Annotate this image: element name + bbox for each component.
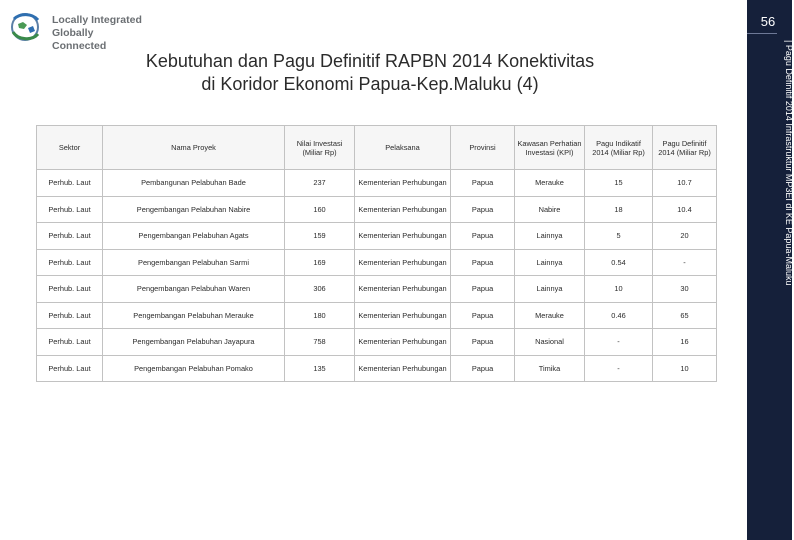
header-pagu-definitif: Pagu Definitif 2014 (Miliar Rp) [653, 126, 717, 170]
cell-nilai-investasi: 180 [285, 302, 355, 329]
cell-kpi: Lainnya [515, 276, 585, 303]
cell-sektor: Perhub. Laut [37, 329, 103, 356]
cell-nilai-investasi: 306 [285, 276, 355, 303]
cell-pelaksana: Kementerian Perhubungan [355, 196, 451, 223]
cell-pagu-indikatif: 5 [585, 223, 653, 250]
cell-provinsi: Papua [451, 276, 515, 303]
header-sektor: Sektor [37, 126, 103, 170]
table-row [37, 249, 717, 276]
logo-line-1: Locally Integrated [52, 14, 142, 26]
cell-pagu-definitif: 10 [653, 355, 717, 382]
cell-kpi: Timika [515, 355, 585, 382]
cell-provinsi: Papua [451, 170, 515, 197]
cell-pagu-definitif: 30 [653, 276, 717, 303]
cell-sektor: Perhub. Laut [37, 196, 103, 223]
logo-text [52, 14, 148, 53]
cell-kpi: Nabire [515, 196, 585, 223]
cell-nilai-investasi: 135 [285, 355, 355, 382]
cell-nama-proyek: Pengembangan Pelabuhan Nabire [103, 196, 285, 223]
cell-sektor: Perhub. Laut [37, 276, 103, 303]
globe-logo-icon [8, 10, 44, 44]
cell-nama-proyek: Pembangunan Pelabuhan Bade [103, 170, 285, 197]
cell-nama-proyek: Pengembangan Pelabuhan Waren [103, 276, 285, 303]
logo [8, 10, 148, 52]
cell-nama-proyek: Pengembangan Pelabuhan Sarmi [103, 249, 285, 276]
table-header-row [37, 126, 717, 170]
cell-kpi: Lainnya [515, 249, 585, 276]
cell-pagu-definitif: 16 [653, 329, 717, 356]
cell-pelaksana: Kementerian Perhubungan [355, 302, 451, 329]
cell-nilai-investasi: 758 [285, 329, 355, 356]
cell-pagu-indikatif: - [585, 329, 653, 356]
header-kpi: Kawasan Perhatian Investasi (KPI) [515, 126, 585, 170]
cell-nama-proyek: Pengembangan Pelabuhan Merauke [103, 302, 285, 329]
cell-kpi: Merauke [515, 170, 585, 197]
table-row [37, 355, 717, 382]
sidebar [747, 0, 792, 540]
header-nilai-investasi: Nilai Investasi (Miliar Rp) [285, 126, 355, 170]
cell-kpi: Nasional [515, 329, 585, 356]
logo-line-2: Globally Connected [52, 27, 107, 52]
cell-pelaksana: Kementerian Perhubungan [355, 276, 451, 303]
cell-pelaksana: Kementerian Perhubungan [355, 249, 451, 276]
cell-nama-proyek: Pengembangan Pelabuhan Jayapura [103, 329, 285, 356]
header-pagu-indikatif: Pagu Indikatif 2014 (Miliar Rp) [585, 126, 653, 170]
table-row [37, 170, 717, 197]
cell-pelaksana: Kementerian Perhubungan [355, 329, 451, 356]
cell-pagu-definitif: - [653, 249, 717, 276]
table-row [37, 223, 717, 250]
table-row [37, 276, 717, 303]
cell-nilai-investasi: 169 [285, 249, 355, 276]
cell-pagu-definitif: 10.4 [653, 196, 717, 223]
cell-sektor: Perhub. Laut [37, 355, 103, 382]
cell-nama-proyek: Pengembangan Pelabuhan Pomako [103, 355, 285, 382]
cell-nilai-investasi: 237 [285, 170, 355, 197]
cell-pagu-indikatif: - [585, 355, 653, 382]
cell-pagu-indikatif: 18 [585, 196, 653, 223]
cell-provinsi: Papua [451, 223, 515, 250]
header-provinsi: Provinsi [451, 126, 515, 170]
cell-provinsi: Papua [451, 249, 515, 276]
page-number: 56 [760, 14, 776, 29]
table-row [37, 302, 717, 329]
cell-sektor: Perhub. Laut [37, 302, 103, 329]
cell-sektor: Perhub. Laut [37, 249, 103, 276]
header-pelaksana: Pelaksana [355, 126, 451, 170]
cell-provinsi: Papua [451, 196, 515, 223]
cell-pagu-definitif: 20 [653, 223, 717, 250]
sidebar-caption: | Pagu Definitif 2014 Infrastruktur MP3EI di KE Papua-Maluku [784, 40, 794, 286]
cell-pelaksana: Kementerian Perhubungan [355, 170, 451, 197]
cell-nilai-investasi: 160 [285, 196, 355, 223]
cell-provinsi: Papua [451, 329, 515, 356]
cell-kpi: Merauke [515, 302, 585, 329]
header-nama-proyek: Nama Proyek [103, 126, 285, 170]
cell-provinsi: Papua [451, 355, 515, 382]
cell-pagu-definitif: 65 [653, 302, 717, 329]
page-title [60, 50, 680, 96]
cell-pelaksana: Kementerian Perhubungan [355, 223, 451, 250]
cell-pagu-indikatif: 15 [585, 170, 653, 197]
budget-table [36, 125, 717, 382]
table-row [37, 329, 717, 356]
table-row [37, 196, 717, 223]
sidebar-divider [747, 33, 777, 34]
cell-provinsi: Papua [451, 302, 515, 329]
cell-pelaksana: Kementerian Perhubungan [355, 355, 451, 382]
cell-sektor: Perhub. Laut [37, 170, 103, 197]
cell-pagu-indikatif: 0.54 [585, 249, 653, 276]
cell-kpi: Lainnya [515, 223, 585, 250]
cell-pagu-definitif: 10.7 [653, 170, 717, 197]
cell-sektor: Perhub. Laut [37, 223, 103, 250]
cell-nama-proyek: Pengembangan Pelabuhan Agats [103, 223, 285, 250]
cell-pagu-indikatif: 0.46 [585, 302, 653, 329]
cell-pagu-indikatif: 10 [585, 276, 653, 303]
title-line-2: di Koridor Ekonomi Papua-Kep.Maluku (4) [201, 74, 539, 94]
cell-nilai-investasi: 159 [285, 223, 355, 250]
title-line-1: Kebutuhan dan Pagu Definitif RAPBN 2014 Konektivitas [145, 51, 595, 71]
